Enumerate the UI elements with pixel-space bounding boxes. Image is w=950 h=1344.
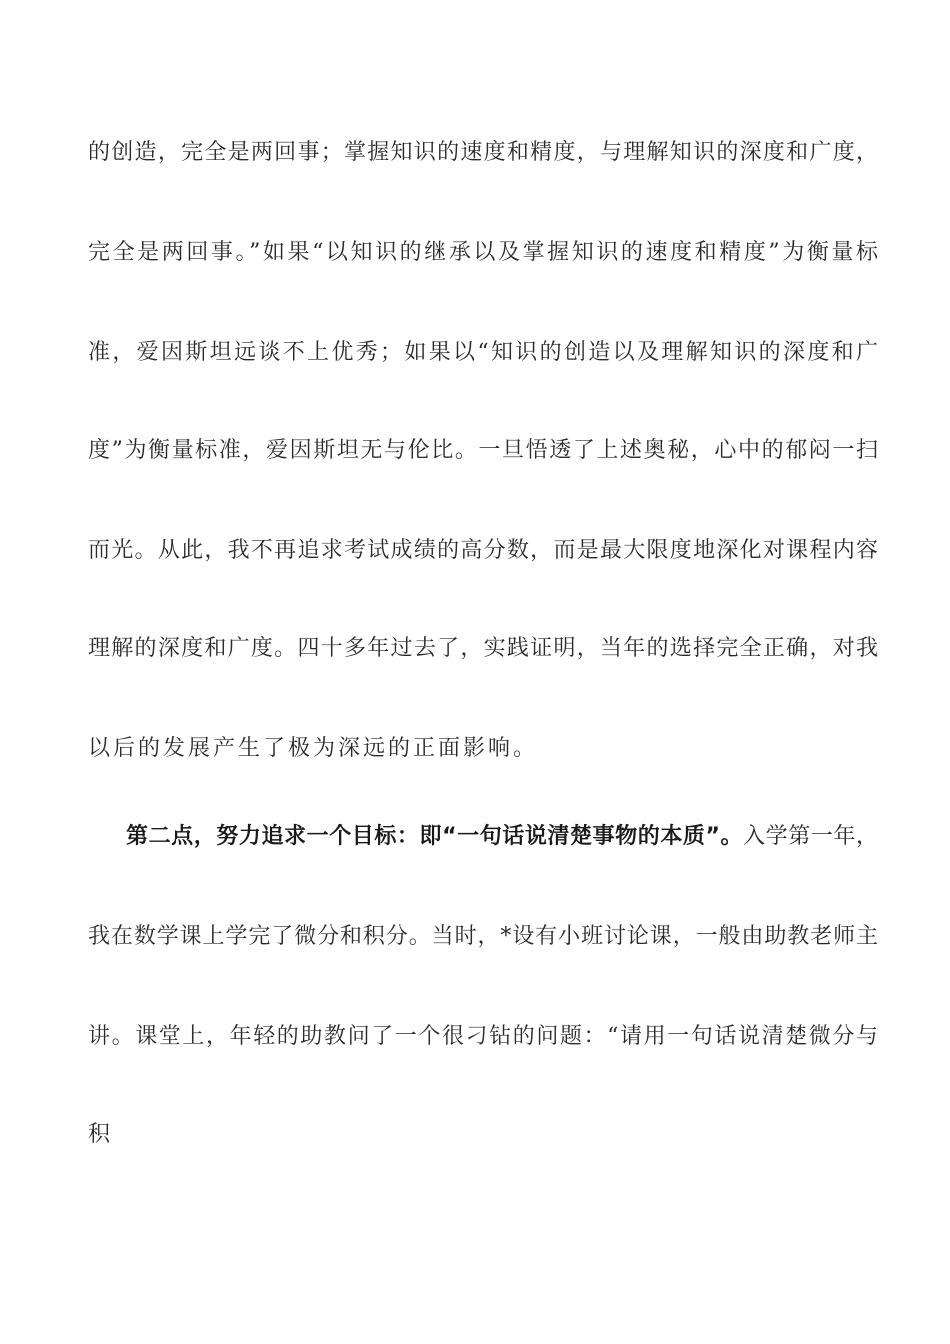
paragraph-line: 度”为衡量标准，爱因斯坦无与伦比。一旦悟透了上述奥秘，心中的郁闷一扫 [88, 438, 878, 463]
section-heading-line [126, 822, 878, 852]
paragraph-line: 讲。课堂上，年轻的助教问了一个很刁钻的问题：“请用一句话说清楚微分与 [88, 1024, 878, 1049]
paragraph-line: 以后的发展产生了极为深远的正面影响。 [88, 736, 539, 761]
paragraph-line: 而光。从此，我不再追求考试成绩的高分数，而是最大限度地深化对课程内容 [88, 538, 878, 563]
section-heading: 第二点，努力追求一个目标：即“一句话说清楚事物的本质”。 [126, 824, 744, 849]
paragraph-line: 完全是两回事。”如果“以知识的继承以及掌握知识的速度和精度”为衡量标 [88, 240, 878, 265]
paragraph-line: 准，爱因斯坦远谈不上优秀；如果以“知识的创造以及理解知识的深度和广 [88, 340, 878, 365]
paragraph-line: 理解的深度和广度。四十多年过去了，实践证明，当年的选择完全正确，对我 [88, 636, 878, 661]
paragraph-line: 的创造，完全是两回事；掌握知识的速度和精度，与理解知识的深度和广度， [88, 140, 878, 165]
paragraph-line: 积 [88, 1122, 114, 1147]
heading-continuation: 入学第一年， [743, 824, 878, 849]
paragraph-line: 我在数学课上学完了微分和积分。当时，*设有小班讨论课，一般由助教老师主 [88, 924, 878, 949]
